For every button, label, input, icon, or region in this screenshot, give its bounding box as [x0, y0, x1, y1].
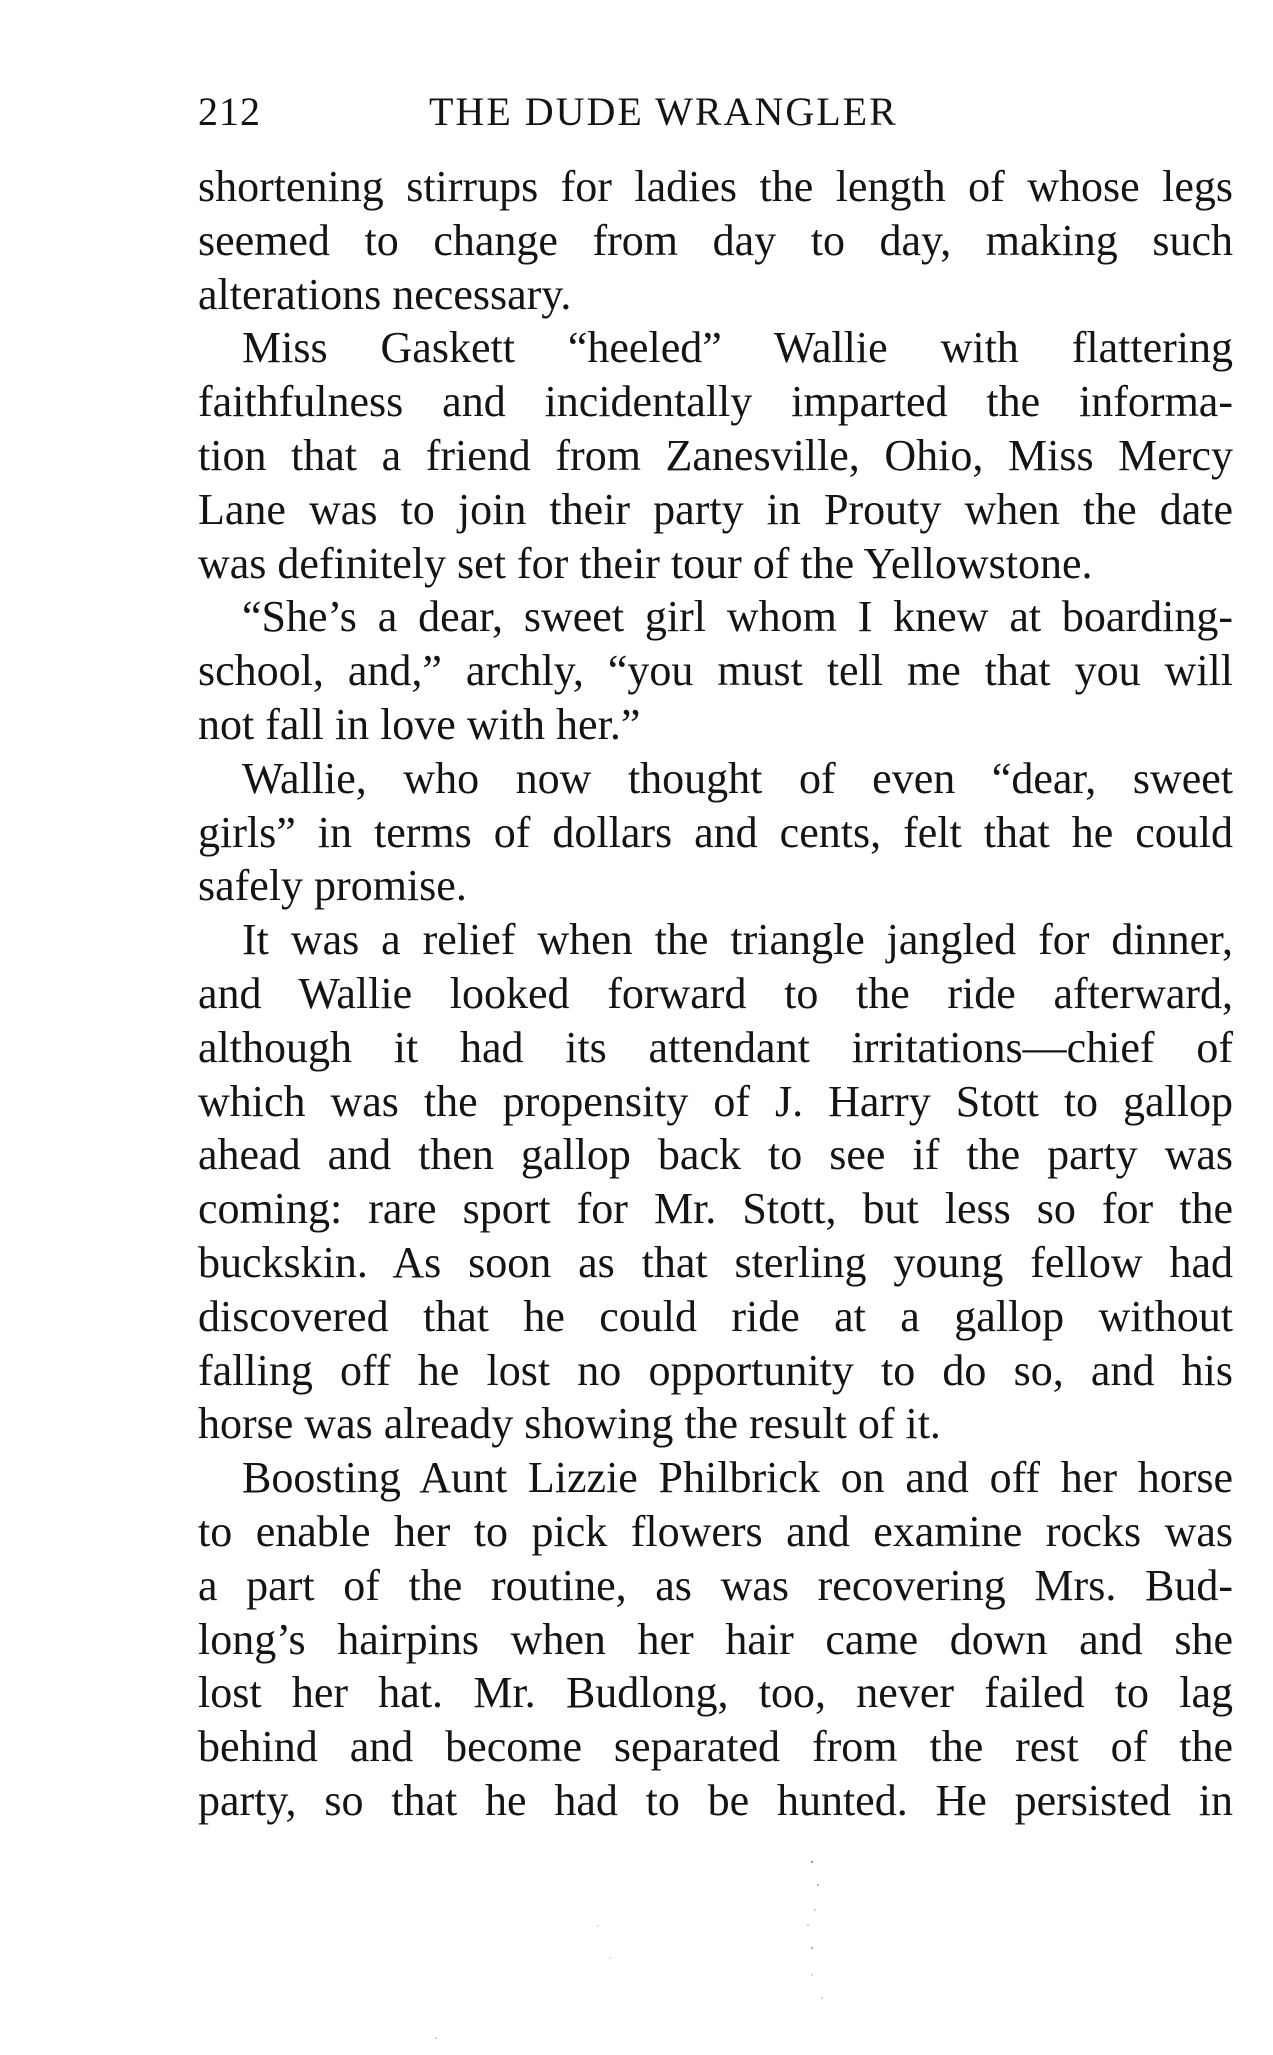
text-line: long’s hairpins when her hair came down and she — [198, 1614, 1233, 1664]
paragraph-first-line: Miss Gaskett “heeled” Wallie with flattering — [242, 323, 1233, 373]
text-line: and Wallie looked forward to the ride afterward, — [198, 968, 1233, 1018]
scan-speck — [817, 1884, 819, 1886]
text-line: falling off he lost no opportunity to do so, and his — [198, 1345, 1233, 1395]
text-line: ahead and then gallop back to see if the party was — [198, 1130, 1233, 1180]
text-line: discovered that he could ride at a gallop without — [198, 1291, 1233, 1341]
text-line: safely promise. — [198, 861, 467, 911]
text-line: not fall in love with her.” — [198, 699, 641, 749]
text-line: horse was already showing the result of it. — [198, 1399, 941, 1449]
body-text — [198, 160, 1233, 1828]
text-line: behind and become separated from the rest of the — [198, 1722, 1233, 1772]
text-line: shortening stirrups for ladies the length of whose legs — [198, 162, 1233, 211]
text-line: party, so that he had to be hunted. He persisted in — [198, 1775, 1233, 1825]
text-line: was definitely set for their tour of the Yellowstone. — [198, 538, 1093, 588]
text-line: seemed to change from day to day, making such — [198, 215, 1233, 265]
text-line: alterations necessary. — [198, 269, 572, 319]
paragraph-first-line: “She’s a dear, sweet girl whom I knew at boarding- — [242, 592, 1233, 642]
scan-speck — [821, 1997, 823, 1999]
text-line: to enable her to pick flowers and examine rocks was — [198, 1506, 1233, 1556]
scan-speck — [807, 1924, 809, 1926]
text-line: tion that a friend from Zanesville, Ohio, Miss Mercy — [198, 430, 1233, 480]
text-line: girls” in terms of dollars and cents, felt that he could — [198, 807, 1233, 857]
text-line: which was the propensity of J. Harry Stott to gallop — [198, 1076, 1233, 1126]
scan-speck — [435, 2037, 437, 2039]
scan-speck — [597, 1925, 599, 1927]
text-line: Lane was to join their party in Prouty when the date — [198, 484, 1233, 534]
running-head — [198, 88, 1233, 148]
paragraph-first-line: Boosting Aunt Lizzie Philbrick on and off her horse — [242, 1453, 1233, 1503]
scan-speck — [811, 1974, 813, 1976]
scan-speck — [811, 1861, 813, 1863]
text-line: a part of the routine, as was recovering Mrs. Bud- — [198, 1560, 1233, 1610]
text-line: buckskin. As soon as that sterling young fellow had — [198, 1237, 1233, 1287]
text-line: coming: rare sport for Mr. Stott, but less so for the — [198, 1184, 1233, 1234]
text-line: school, and,” archly, “you must tell me that you will — [198, 646, 1233, 696]
scan-speck — [811, 1947, 813, 1949]
text-line: lost her hat. Mr. Budlong, too, never failed to lag — [198, 1668, 1233, 1718]
page-number: 212 — [198, 89, 261, 134]
book-title: THE DUDE WRANGLER — [429, 89, 898, 134]
scan-speck — [814, 1909, 816, 1911]
paragraph-first-line: Wallie, who now thought of even “dear, sweet — [242, 753, 1233, 803]
paragraph-first-line: It was a relief when the triangle jangled for dinner, — [242, 915, 1233, 965]
scan-speck — [609, 1957, 611, 1959]
text-line: although it had its attendant irritations—chief of — [198, 1022, 1233, 1072]
text-line: faithfulness and incidentally imparted the informa- — [198, 377, 1233, 427]
